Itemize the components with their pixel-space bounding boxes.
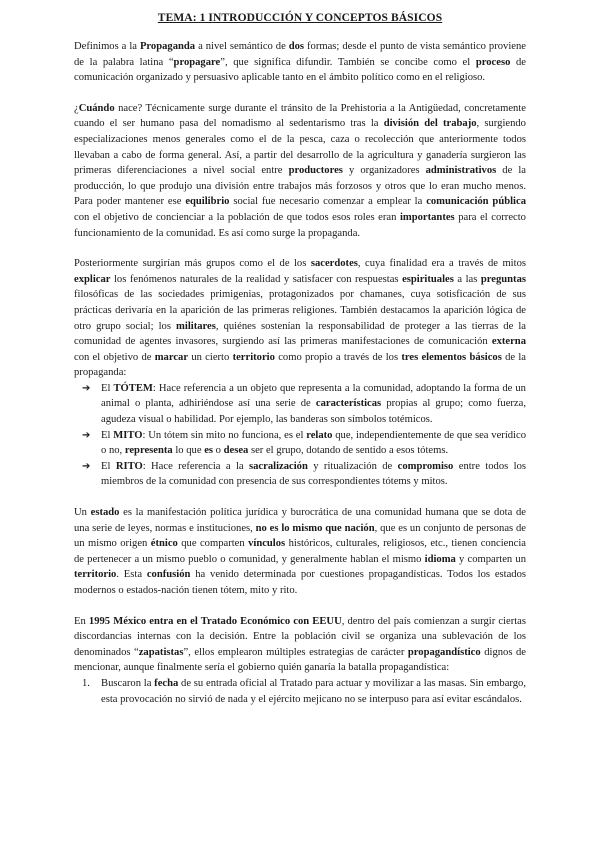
list-item-rito: ➔ El RITO: Hace referencia a la sacralización y ritualización de compromiso entre todos los miembros de la comunidad con presencia de sus correspondientes tótems y mitos.	[82, 460, 527, 488]
strategies-list	[74, 676, 526, 707]
paragraph-definition: Definimos a la Propaganda a nivel semántico de dos formas; desde el punto de vista semántico proviene de la palabra latina “propagare”, que significa difundir. También se concibe como el proceso de comunicación organizado y persuasivo aplicable tanto en el ámbito político como en el religioso.	[74, 41, 526, 84]
paragraph-origin: ¿Cuándo nace? Técnicamente surge durante el tránsito de la Prehistoria a la Antigüedad, concretamente cuando el ser humano pasa del nomadismo al sedentarismo tras la división del trabajo, surgiendo especializaciones menos generales como el de la pesca, caza o recolección que anteriormente todos llevaban a cabo de forma general. Así, a partir del desarrollo de la agricultura y ganadería surgieron las primeras diferenciaciones a nivel social entre productores y organizadores administrativos de la producción, lo que produjo una división entre trabajos más forzosos y otros que lo eran mucho menos. Para poder mantener ese equilibrio social fue necesario comenzar a emplear la comunicación pública con el objetivo de concienciar a la población de que todos esos roles eran importantes para el correcto funcionamiento de la comunidad. Es así como surge la propaganda.	[74, 102, 526, 239]
paragraph-groups: Posteriormente surgirían más grupos como el de los sacerdotes, cuya finalidad era a través de mitos explicar los fenómenos naturales de la realidad y satisfacer con respuestas espirituales a las preguntas filosóficas de las sociedades primigenias, protagonizados por chamanes, cuya sotisficación de sus prácticas derivaría en la aparición de las primeras religiones. También destacamos la aparición lógica de otro grupo social; los militares, quiénes sostenían la responsabilidad de proteger a las tierras de la comunidad de agentes invasores, surgiendo así las primeras manifestaciones de comunicación externa con el objetivo de marcar un cierto territorio como propio a través de los tres elementos básicos de la propaganda:	[74, 258, 527, 379]
list-item-totem: ➔ El TÓTEM: Hace referencia a un objeto que representa a la comunidad, adoptando la forma de un animal o planta, adhiriéndose así una serie de características propias al grupo; como fuerza, agudeza visual o habilidad. Por ejemplo, las banderas son símbolos totémicos.	[82, 382, 526, 426]
arrow-right-icon: ➔	[82, 460, 91, 472]
list-item: 1. Buscaron la fecha de su entrada oficial al Tratado para actuar y movilizar a las masas. Sin embargo, esta provocación no sirvió de nada y el ejército mejicano no se interpuso para así evitar escándalos.	[82, 677, 526, 705]
document-page	[74, 12, 526, 707]
paragraph-estado: Un estado es la manifestación política jurídica y burocrática de una comunidad humana que se dota de una serie de leyes, normas e instituciones, no es lo mismo que nación, que es un conjunto de personas de un mismo origen étnico que comparten vínculos históricos, culturales, religiosos, etc., tienen conciencia de pertenecer a un mismo pueblo o comunidad, y generalmente hablan el mismo idioma y comparten un territorio. Esta confusión ha venido determinada por cuestiones propagandísticas. Todos los estados modernos o estados-nación tienen tótem, mito y rito.	[74, 507, 527, 596]
paragraph-mexico: En 1995 México entra en el Tratado Económico con EEUU, dentro del país comienzan a surgir ciertas discordancias internas con la decisión. Entre la población civil se organiza una sublevación de los denominados “zapatistas”, ellos emplearon múltiples estrategias de carácter propagandístico dignos de mencionar, aunque finalmente sería el gobierno quién ganaría la batalla propagandística:	[74, 615, 526, 674]
elements-list	[74, 381, 526, 490]
list-item-mito: ➔ El MITO: Un tótem sin mito no funciona, es el relato que, independientemente de que sea verídico o no, representa lo que es o desea ser el grupo, dotando de sentido a esos tótems.	[82, 429, 526, 457]
page-title: TEMA: 1 INTRODUCCIÓN Y CONCEPTOS BÁSICOS	[157, 12, 443, 24]
list-number: 1.	[82, 677, 90, 689]
arrow-right-icon: ➔	[82, 382, 91, 394]
arrow-right-icon: ➔	[82, 429, 91, 441]
